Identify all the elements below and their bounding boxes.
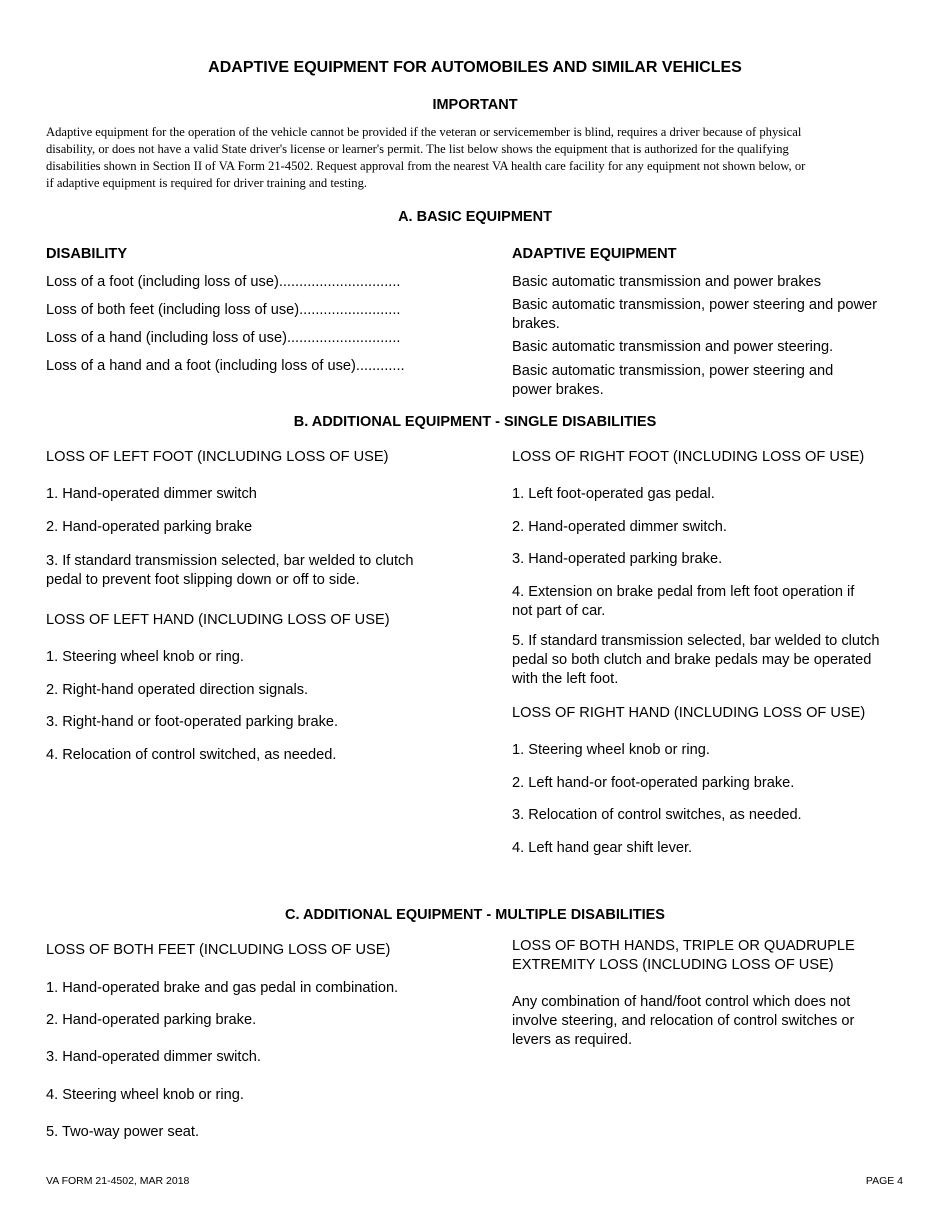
list-item: 2. Hand-operated parking brake. — [46, 1012, 257, 1028]
equipment-column-header: ADAPTIVE EQUIPMENT — [512, 246, 677, 262]
section-a-heading: A. BASIC EQUIPMENT — [398, 209, 552, 225]
list-item: 4. Extension on brake pedal from left foot operation if not part of car. — [512, 584, 855, 619]
section-b-heading: B. ADDITIONAL EQUIPMENT - SINGLE DISABILITIES — [293, 414, 657, 430]
list-item: 1. Hand-operated dimmer switch — [46, 486, 257, 502]
list-item: 1. Steering wheel knob or ring. — [512, 742, 710, 758]
list-item: 3. Hand-operated dimmer switch. — [46, 1049, 261, 1065]
both-feet-header: LOSS OF BOTH FEET (INCLUDING LOSS OF USE) — [46, 942, 391, 958]
list-item: 1. Steering wheel knob or ring. — [46, 649, 244, 665]
right-foot-header: LOSS OF RIGHT FOOT (INCLUDING LOSS OF USE) — [512, 449, 865, 465]
list-item: 4. Left hand gear shift lever. — [512, 840, 693, 856]
list-item: 1. Hand-operated brake and gas pedal in combination. — [46, 980, 399, 996]
list-item: 3. Right-hand or foot-operated parking brake. — [46, 714, 339, 730]
page-title: ADAPTIVE EQUIPMENT FOR AUTOMOBILES AND SIMILAR VEHICLES — [208, 59, 742, 76]
disability-hand: Loss of a hand (including loss of use)............................ — [46, 330, 401, 346]
list-item: 2. Left hand-or foot-operated parking brake. — [512, 775, 795, 791]
list-item: 1. Left foot-operated gas pedal. — [512, 486, 715, 502]
right-hand-header: LOSS OF RIGHT HAND (INCLUDING LOSS OF USE) — [512, 705, 866, 721]
important-heading: IMPORTANT — [432, 97, 518, 113]
equipment-hand: Basic automatic transmission and power steering. — [512, 339, 834, 355]
equipment-foot: Basic automatic transmission and power brakes — [512, 274, 822, 290]
section-c-heading: C. ADDITIONAL EQUIPMENT - MULTIPLE DISABILITIES — [285, 907, 665, 923]
list-item: 2. Hand-operated dimmer switch. — [512, 519, 727, 535]
list-item: 4. Relocation of control switched, as needed. — [46, 747, 337, 763]
notice-line: if adaptive equipment is required for driver training and testing. — [46, 176, 368, 190]
disability-foot: Loss of a foot (including loss of use).............................. — [46, 274, 401, 290]
disability-hand-and-foot: Loss of a hand and a foot (including loss of use)............ — [46, 358, 405, 374]
list-item: 5. Two-way power seat. — [46, 1124, 200, 1140]
list-item: 2. Right-hand operated direction signals. — [46, 682, 309, 698]
list-item: 2. Hand-operated parking brake — [46, 519, 253, 535]
notice-line: disabilities shown in Section II of VA Form 21-4502. Request approval from the nearest VA health care facility for any equipment not shown below, or — [46, 159, 806, 173]
list-item: 3. If standard transmission selected, bar welded to clutch pedal to prevent foot slipping down or off to side. — [46, 553, 414, 588]
both-hands-text: Any combination of hand/foot control which does not involve steering, and relocation of control switches or levers as required. — [512, 994, 855, 1048]
list-item: 3. Relocation of control switches, as needed. — [512, 807, 802, 823]
equipment-both-feet: Basic automatic transmission, power steering and power brakes. — [512, 297, 878, 332]
notice-line: Adaptive equipment for the operation of the vehicle cannot be provided if the veteran or servicemember is blind, requires a driver because of physical — [46, 125, 802, 139]
left-hand-header: LOSS OF LEFT HAND (INCLUDING LOSS OF USE) — [46, 612, 390, 628]
important-notice — [46, 124, 906, 192]
list-item: 5. If standard transmission selected, bar welded to clutch pedal so both clutch and brake pedals may be operated with the left foot. — [512, 633, 880, 687]
left-foot-header: LOSS OF LEFT FOOT (INCLUDING LOSS OF USE) — [46, 449, 389, 465]
list-item: 3. Hand-operated parking brake. — [512, 551, 723, 567]
equipment-hand-and-foot: Basic automatic transmission, power steering and power brakes. — [512, 363, 834, 398]
form-number: VA FORM 21-4502, MAR 2018 — [46, 1175, 190, 1187]
disability-both-feet: Loss of both feet (including loss of use)......................... — [46, 302, 401, 318]
notice-line: disability, or does not have a valid State driver's license or learner's permit. The list below shows the equipment that is authorized for the qualifying — [46, 142, 789, 156]
disability-column-header: DISABILITY — [46, 246, 128, 262]
both-hands-header: LOSS OF BOTH HANDS, TRIPLE OR QUADRUPLE EXTREMITY LOSS (INCLUDING LOSS OF USE) — [512, 938, 855, 973]
list-item: 4. Steering wheel knob or ring. — [46, 1087, 244, 1103]
page-number: PAGE 4 — [865, 1175, 903, 1187]
